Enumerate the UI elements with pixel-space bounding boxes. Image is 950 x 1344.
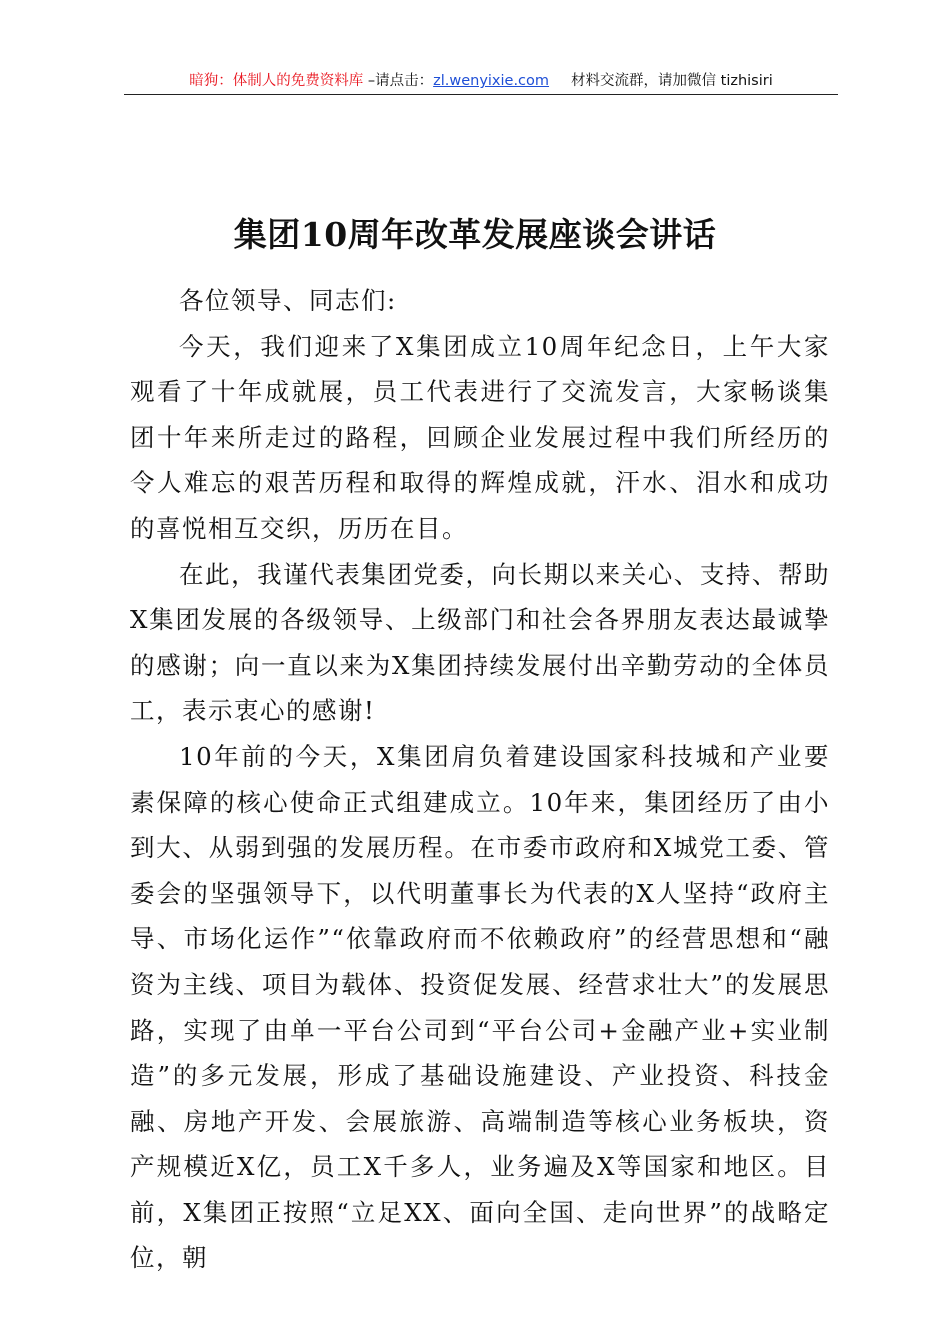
paragraph-2: 在此，我谨代表集团党委，向长期以来关心、支持、帮助X集团发展的各级领导、上级部门和社会各界朋友表达最诚挚的感谢；向一直以来为X集团持续发展付出辛勤劳动的全体员工，表示衷心的感谢!: [130, 559, 830, 726]
header-separator: –请点击：: [363, 73, 434, 89]
header-contact: 材料交流群，请加微信 tizhisiri: [571, 73, 773, 89]
document-title: 集团10周年改革发展座谈会讲话: [233, 215, 717, 254]
paragraph-3: 10年前的今天，X集团肩负着建设国家科技城和产业要素保障的核心使命正式组建成立。10年来，集团经历了由小到大、从弱到强的发展历程。在市委市政府和X城党工委、管委会的坚强领导下，以代明董事长为代表的X人坚持“政府主导、市场化运作”“依靠政府而不依赖政府”的经营思想和“融资为主线、项目为载体、投资促发展、经营求壮大”的发展思路，实现了由单一平台公司到“平台公司+金融产业+实业制造”的多元发展，形成了基础设施建设、产业投资、科技金融、房地产开发、会展旅游、高端制造等核心业务板块，资产规模近X亿，员工X千多人，业务遍及X等国家和地区。目前，X集团正按照“立足XX、面向全国、走向世界”的战略定位，朝: [130, 741, 830, 1273]
document-body: [130, 278, 830, 1281]
salutation: 各位领导、同志们:: [179, 286, 397, 315]
paragraph-1: 今天，我们迎来了X集团成立10周年纪念日，上午大家观看了十年成就展，员工代表进行了交流发言，大家畅谈集团十年来所走过的路程，回顾企业发展过程中我们所经历的令人难忘的艰苦历程和取得的辉煌成就，汗水、泪水和成功的喜悦相互交织，历历在目。: [130, 331, 830, 543]
header-link[interactable]: zl.wenyixie.com: [433, 73, 550, 89]
header-brand: 暗狗：体制人的免费资料库: [189, 73, 364, 89]
page-header: [124, 68, 838, 95]
